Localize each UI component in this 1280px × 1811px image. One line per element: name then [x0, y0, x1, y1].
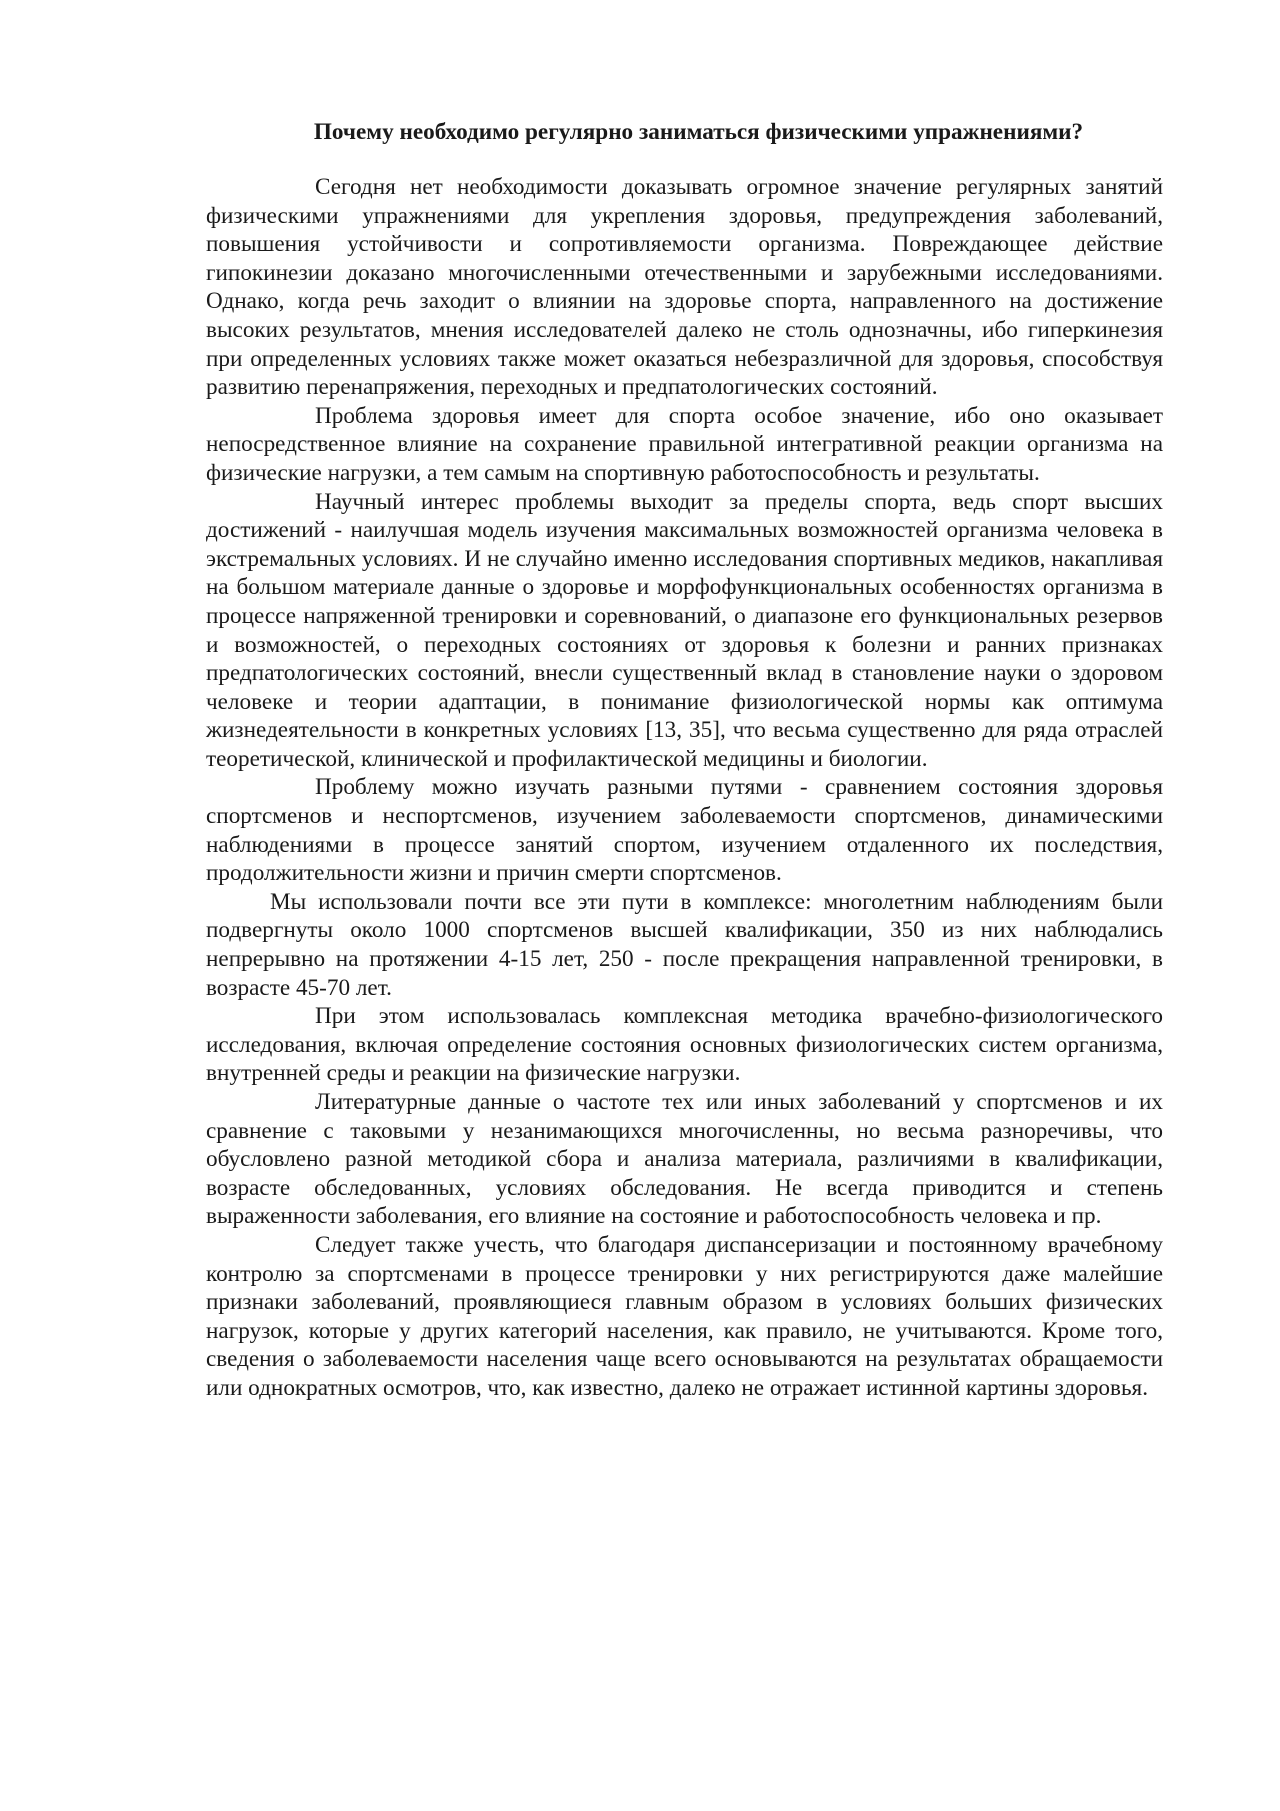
- document-title: Почему необходимо регулярно заниматься физическими упражнениями?: [313, 119, 1084, 145]
- document-body: [206, 118, 1163, 1403]
- paragraph-study-methods: Проблему можно изучать разными путями - сравнением состояния здоровья спортсменов и неспортсменов, изучением заболеваемости спортсменов, динамическими наблюдениями в процессе занятий спортом, изучением отдаленного их последствия, продолжительности жизни и причин смерти спортсменов.: [206, 774, 1163, 887]
- paragraph-literature-data: Литературные данные о частоте тех или иных заболеваний у спортсменов и их сравнение с таковыми у незанимающихся многочисленны, но весьма разноречивы, что обусловлено разной методикой сбора и анализа материала, различиями в квалификации, возрасте обследованных, условиях обследования. Не всегда приводится и степень выраженности заболевания, его влияние на состояние и работоспособность человека и пр.: [206, 1089, 1163, 1230]
- paragraph-health-problem: Проблема здоровья имеет для спорта особое значение, ибо оно оказывает непосредственное влияние на сохранение правильной интегративной реакции организма на физические нагрузки, а тем самым на спортивную работоспособность и результаты.: [206, 402, 1163, 486]
- paragraph-dispensarization: Следует также учесть, что благодаря диспансеризации и постоянному врачебному контролю за спортсменами в процессе тренировки у них регистрируются даже малейшие признаки заболеваний, проявляющиеся главным образом в условиях больших физических нагрузок, которые у других категорий населения, как правило, не учитываются. Кроме того, сведения о заболеваемости населения чаще всего основываются на результатах обращаемости или однократных осмотров, что, как известно, далеко не отражает истинной картины здоровья.: [206, 1231, 1163, 1401]
- paragraph-observations: Мы использовали почти все эти пути в комплексе: многолетним наблюдениям были подвергнуты около 1000 спортсменов высшей квалификации, 350 из них наблюдались непрерывно на протяжении 4-15 лет, 250 - после прекращения направленной тренировки, в возрасте 45-70 лет.: [206, 888, 1163, 1001]
- paragraph-intro: Сегодня нет необходимости доказывать огромное значение регулярных занятий физическими упражнениями для укрепления здоровья, предупреждения заболеваний, повышения устойчивости и сопротивляемости организма. Повреждающее действие гипокинезии доказано многочисленными отечественными и зарубежными исследованиями. Однако, когда речь заходит о влиянии на здоровье спорта, направленного на достижение высоких результатов, мнения исследователей далеко не столь однозначны, ибо гиперкинезия при определенных условиях также может оказаться небезразличной для здоровья, способствуя развитию перенапряжения, переходных и предпатологических состояний.: [206, 174, 1163, 401]
- paragraph-scientific-interest: Научный интерес проблемы выходит за пределы спорта, ведь спорт высших достижений - наилучшая модель изучения максимальных возможностей организма человека в экстремальных условиях. И не случайно именно исследования спортивных медиков, накапливая на большом материале данные о здоровье и морфофункциональных особенностях организма в процессе напряженной тренировки и соревнований, о диапазоне его функциональных резервов и возможностей, о переходных состояниях от здоровья к болезни и ранних признаках предпатологических состояний, внесли существенный вклад в становление науки о здоровом человеке и теории адаптации, в понимание физиологической нормы как оптимума жизнедеятельности в конкретных условиях [13, 35], что весьма существенно для ряда отраслей теоретической, клинической и профилактической медицины и биологии.: [206, 488, 1163, 772]
- paragraph-methodology: При этом использовалась комплексная методика врачебно-физиологического исследования, включая определение состояния основных физиологических систем организма, внутренней среды и реакции на физические нагрузки.: [206, 1003, 1163, 1087]
